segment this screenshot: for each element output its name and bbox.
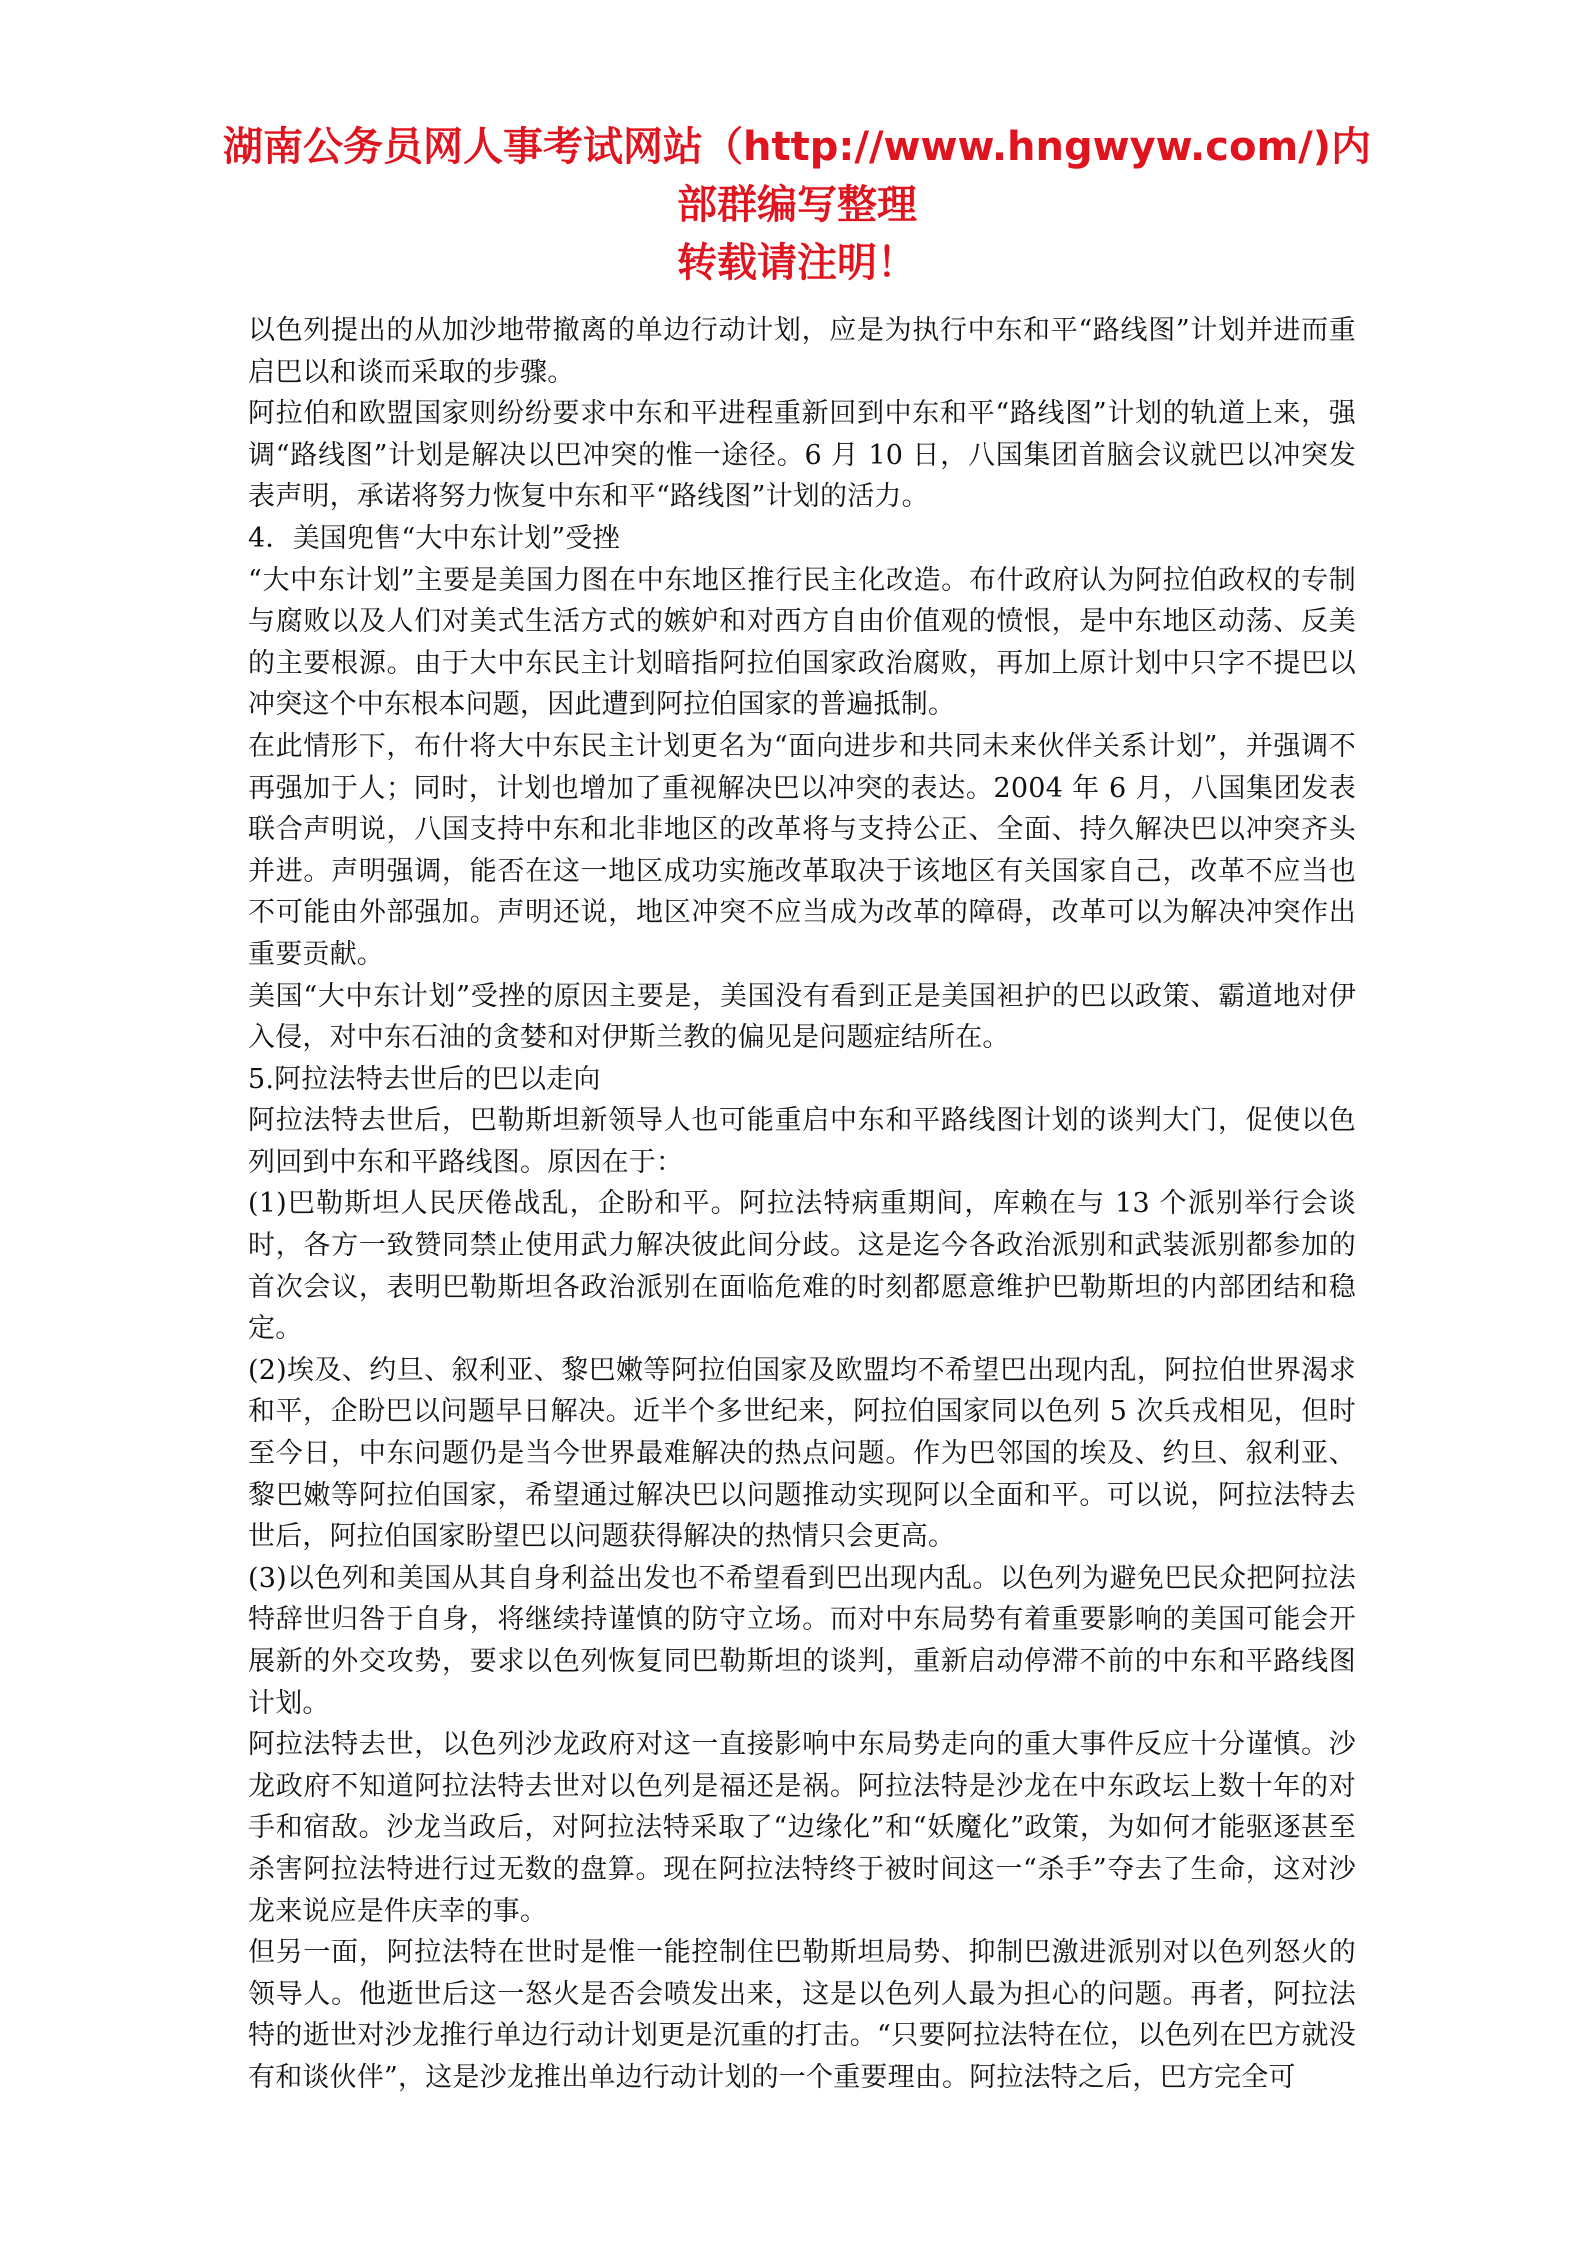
paragraph: 阿拉法特去世，以色列沙龙政府对这一直接影响中东局势走向的重大事件反应十分谨慎。沙龙政府不知道阿拉法特去世对以色列是福还是祸。阿拉法特是沙龙在中东政坛上数十年的对手和宿敌。沙龙当政后，对阿拉法特采取了“边缘化”和“妖魔化”政策，为如何才能驱逐甚至杀害阿拉法特进行过无数的盘算。现在阿拉法特终于被时间这一“杀手”夺去了生命，这对沙龙来说应是件庆幸的事。: [248, 1729, 1356, 1927]
paragraph: 在此情形下，布什将大中东民主计划更名为“面向进步和共同未来伙伴关系计划”，并强调不再强加于人；同时，计划也增加了重视解决巴以冲突的表达。2004 年 6 月，八国集团发表联合声明说，八国支持中东和北非地区的改革将与支持公正、全面、持久解决巴以冲突齐头并进。声明强调，能否在这一地区成功实施改革取决于该地区有关国家自己，改革不应当也不可能由外部强加。声明还说，地区冲突不应当成为改革的障碍，改革可以为解决冲突作出重要贡献。: [248, 730, 1356, 970]
section-heading: 4．美国兜售“大中东计划”受挫: [248, 522, 620, 554]
document-body: [248, 310, 1356, 2099]
paragraph: 阿拉法特去世后，巴勒斯坦新领导人也可能重启中东和平路线图计划的谈判大门，促使以色列回到中东和平路线图。原因在于：: [248, 1105, 1356, 1178]
paragraph: 阿拉伯和欧盟国家则纷纷要求中东和平进程重新回到中东和平“路线图”计划的轨道上来，强调“路线图”计划是解决以巴冲突的惟一途径。6 月 10 日，八国集团首脑会议就巴以冲突发表声明，承诺将努力恢复中东和平“路线图”计划的活力。: [248, 398, 1356, 513]
header-line-3: 转载请注明！: [677, 240, 917, 286]
section-heading: 5.阿拉法特去世后的巴以走向: [248, 1063, 601, 1095]
paragraph: (2)埃及、约旦、叙利亚、黎巴嫩等阿拉伯国家及欧盟均不希望巴出现内乱，阿拉伯世界渴求和平，企盼巴以问题早日解决。近半个多世纪来，阿拉伯国家同以色列 5 次兵戎相见，但时至今日，中东问题仍是当今世界最难解决的热点问题。作为巴邻国的埃及、约旦、叙利亚、黎巴嫩等阿拉伯国家，希望通过解决巴以问题推动实现阿以全面和平。可以说，阿拉法特去世后，阿拉伯国家盼望巴以问题获得解决的热情只会更高。: [248, 1354, 1356, 1553]
paragraph: 但另一面，阿拉法特在世时是惟一能控制住巴勒斯坦局势、抑制巴激进派别对以色列怒火的领导人。他逝世后这一怒火是否会喷发出来，这是以色列人最为担心的问题。再者，阿拉法特的逝世对沙龙推行单边行动计划更是沉重的打击。“只要阿拉法特在位，以色列在巴方就没有和谈伙伴”，这是沙龙推出单边行动计划的一个重要理由。阿拉法特之后，巴方完全可: [248, 1937, 1356, 2093]
paragraph: 以色列提出的从加沙地带撤离的单边行动计划，应是为执行中东和平“路线图”计划并进而重启巴以和谈而采取的步骤。: [248, 315, 1356, 388]
paragraph: 美国“大中东计划”受挫的原因主要是，美国没有看到正是美国袒护的巴以政策、霸道地对伊入侵，对中东石油的贪婪和对伊斯兰教的偏见是问题症结所在。: [248, 980, 1356, 1054]
header-line-1: 湖南公务员网人事考试网站（http://www.hngwyw.com/)内: [222, 124, 1372, 170]
paragraph: (3)以色列和美国从其自身利益出发也不希望看到巴出现内乱。以色列为避免巴民众把阿拉法特辞世归咎于自身，将继续持谨慎的防守立场。而对中东局势有着重要影响的美国可能会开展新的外交攻势，要求以色列恢复同巴勒斯坦的谈判，重新启动停滞不前的中东和平路线图计划。: [248, 1562, 1356, 1719]
document-header: [0, 118, 1594, 292]
paragraph: “大中东计划”主要是美国力图在中东地区推行民主化改造。布什政府认为阿拉伯政权的专制与腐败以及人们对美式生活方式的嫉妒和对西方自由价值观的愤恨，是中东地区动荡、反美的主要根源。由于大中东民主计划暗指阿拉伯国家政治腐败，再加上原计划中只字不提巴以冲突这个中东根本问题，因此遭到阿拉伯国家的普遍抵制。: [248, 564, 1356, 721]
paragraph: (1)巴勒斯坦人民厌倦战乱，企盼和平。阿拉法特病重期间，库赖在与 13 个派别举行会谈时，各方一致赞同禁止使用武力解决彼此间分歧。这是迄今各政治派别和武装派别都参加的首次会议，表明巴勒斯坦各政治派别在面临危难的时刻都愿意维护巴勒斯坦的内部团结和稳定。: [248, 1188, 1356, 1345]
header-line-2: 部群编写整理: [677, 182, 917, 228]
